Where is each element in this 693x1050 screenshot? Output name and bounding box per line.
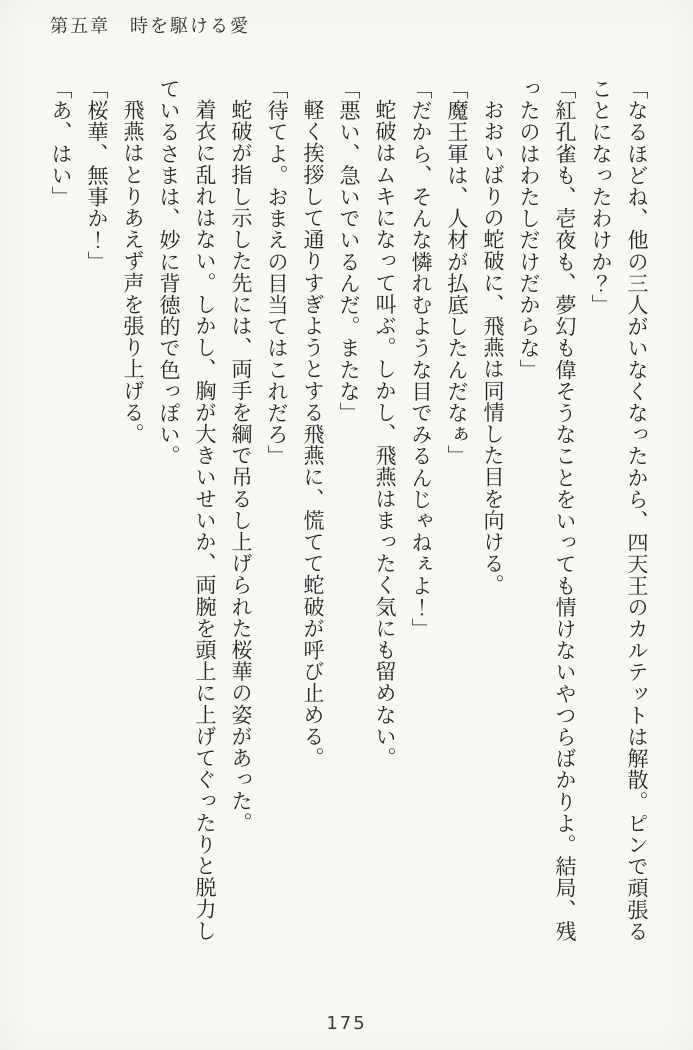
paragraph: 着衣に乱れはない。しかし、胸が大きいせいか、両腕を頭上に上げてぐったりと脱力しているさまは、妙に背徳的で色っぽい。: [157, 78, 217, 942]
paragraph: 蛇破はムキになって叫ぶ。しかし、飛燕はまったく気にも留めない。: [373, 99, 397, 769]
paragraph: 「紅孔雀も、壱夜も、夢幻も偉そうなことをいっても情けないやつらばかりよ。結局、残ったのはわたしだけだからな」: [517, 78, 577, 942]
page-number: 175: [326, 1013, 367, 1034]
paragraph: 「あ、はい」: [49, 78, 73, 208]
paragraph: 「魔王軍は、人材が払底したんだなぁ」: [445, 78, 469, 467]
paragraph: 飛燕はとりあえず声を張り上げる。: [121, 99, 145, 445]
text-block: [43, 78, 655, 950]
paragraph: おおいばりの蛇破に、飛燕は同情した目を向ける。: [481, 99, 505, 596]
chapter-header: 第五章 時を駆ける愛: [50, 16, 250, 37]
paragraph: 蛇破が指し示した先には、両手を綱で吊るし上げられた桜華の姿があった。: [229, 99, 253, 834]
paragraph: 「待てよ。おまえの目当てはこれだろ」: [265, 78, 289, 467]
paragraph: 「なるほどね、他の三人がいなくなったから、四天王のカルテットは解散。ピンで頑張ることになったわけか？」: [589, 78, 649, 942]
paragraph: 「だから、そんな憐れむような目でみるんじゃねぇよ！」: [409, 78, 433, 640]
paragraph: 軽く挨拶して通りすぎようとする飛燕に、慌てて蛇破が呼び止める。: [301, 99, 325, 769]
paragraph: 「桜華、無事か！」: [85, 78, 109, 273]
paragraph: 「悪い、急いでいるんだ。またな」: [337, 78, 361, 424]
